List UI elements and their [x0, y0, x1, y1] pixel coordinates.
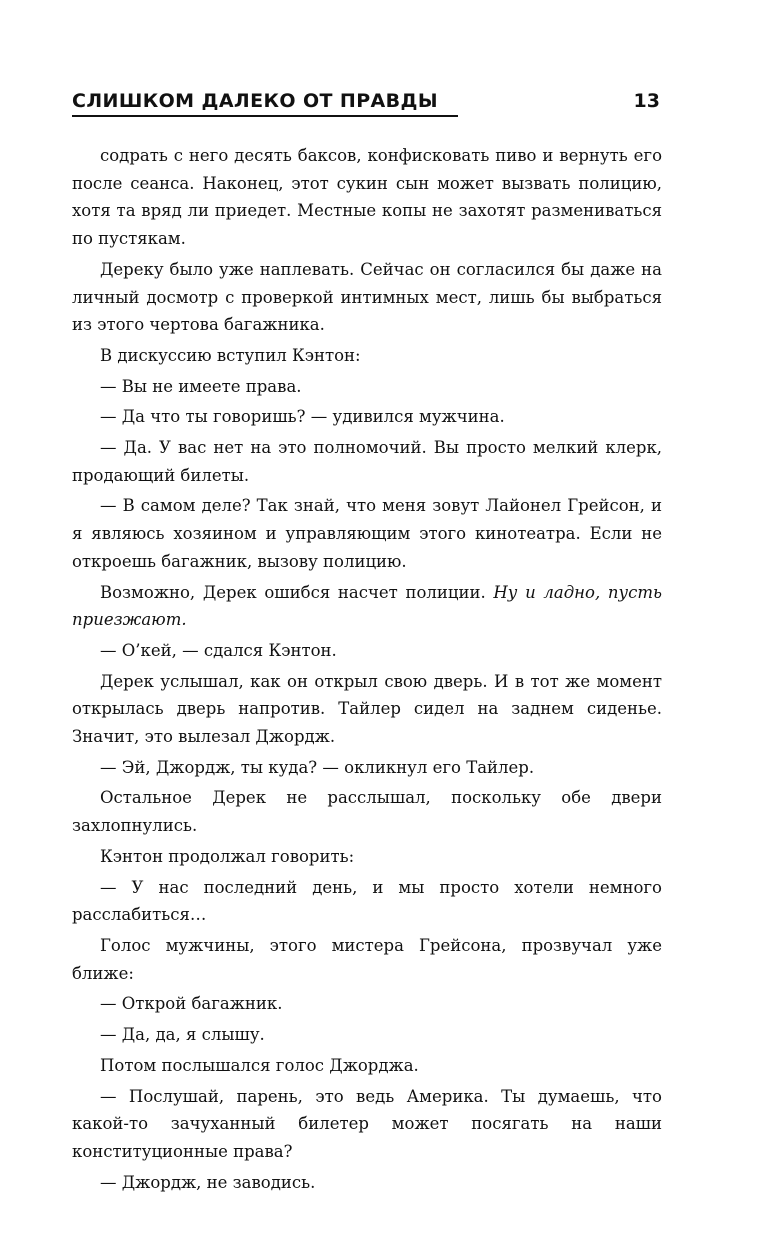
paragraph [72, 784, 662, 839]
paragraph [72, 142, 662, 253]
paragraph-text: — Да, да, я слышу. [100, 1025, 265, 1045]
paragraph-text: Потом послышался голос Джорджа. [100, 1055, 419, 1075]
header-underline [72, 115, 458, 117]
paragraph [72, 403, 662, 431]
paragraph [72, 637, 662, 665]
paragraph-text: Кэнтон продолжал говорить: [100, 846, 355, 866]
paragraph-text: — В самом деле? Так знай, что меня зовут Лайонел Грейсон, и я являюсь хозяином и управляющим этого кинотеатра. Если не откроешь багажник, вызову полицию. [72, 496, 662, 571]
paragraph [72, 990, 662, 1018]
running-title: СЛИШКОМ ДАЛЕКО ОТ ПРАВДЫ [72, 90, 438, 112]
paragraph [72, 1083, 662, 1166]
paragraph-text: Остальное Дерек не расслышал, поскольку обе двери захлопнулись. [72, 788, 662, 836]
paragraph [72, 843, 662, 871]
paragraph [72, 256, 662, 339]
paragraph-text: — У нас последний день, и мы просто хотели немного расслабиться… [72, 877, 662, 925]
paragraph-text: — Джордж, не заводись. [100, 1172, 316, 1192]
paragraph-text: Дерек услышал, как он открыл свою дверь. И в тот же момент открылась дверь напротив. Тайлер сидел на заднем сиденье. Значит, это вылезал Джордж. [72, 671, 662, 747]
paragraph-text: Возможно, Дерек ошибся насчет полиции. [100, 582, 486, 602]
page-header [72, 90, 660, 120]
paragraph-text: Голос мужчины, этого мистера Грейсона, прозвучал уже ближе: [72, 935, 662, 983]
paragraph-text: — Вы не имеете права. [100, 376, 302, 396]
paragraph [72, 492, 662, 575]
paragraph [72, 342, 662, 370]
paragraph [72, 434, 662, 489]
paragraph-text: Дереку было уже наплевать. Сейчас он согласился бы даже на личный досмотр с проверкой интимных мест, лишь бы выбраться из этого чертова багажника. [72, 259, 662, 335]
paragraph [72, 1021, 662, 1049]
paragraph-text: — Послушай, парень, это ведь Америка. Ты думаешь, что какой-то зачуханный билетер может посягать на наши конституционные права? [72, 1086, 662, 1161]
paragraph-text: — Да. У вас нет на это полномочий. Вы просто мелкий клерк, продающий билеты. [72, 438, 662, 485]
paragraph-text: — Да что ты говоришь? — удивился мужчина. [100, 407, 505, 427]
paragraph [72, 932, 662, 987]
paragraph [72, 668, 662, 751]
paragraph-text: — О’кей, — сдался Кэнтон. [100, 640, 337, 660]
paragraph-text: — Эй, Джордж, ты куда? — окликнул его Тайлер. [100, 757, 535, 777]
paragraph [72, 1169, 662, 1197]
paragraph [72, 373, 662, 401]
paragraph [72, 1052, 662, 1080]
paragraph-text: содрать с него десять баксов, конфисковать пиво и вернуть его после сеанса. Наконец, этот сукин сын может вызвать полицию, хотя та вряд ли приедет. Местные копы не захотят размениваться по пустякам. [72, 146, 662, 249]
paragraph-text: — Открой багажник. [100, 994, 283, 1014]
page-number: 13 [633, 90, 660, 112]
paragraph [72, 754, 662, 782]
paragraph-text: В дискуссию вступил Кэнтон: [100, 345, 361, 365]
body-text [72, 142, 662, 1199]
paragraph [72, 874, 662, 929]
italic-fragment: Ну и ладно, пусть приезжают. [72, 582, 662, 630]
paragraph [72, 579, 662, 634]
